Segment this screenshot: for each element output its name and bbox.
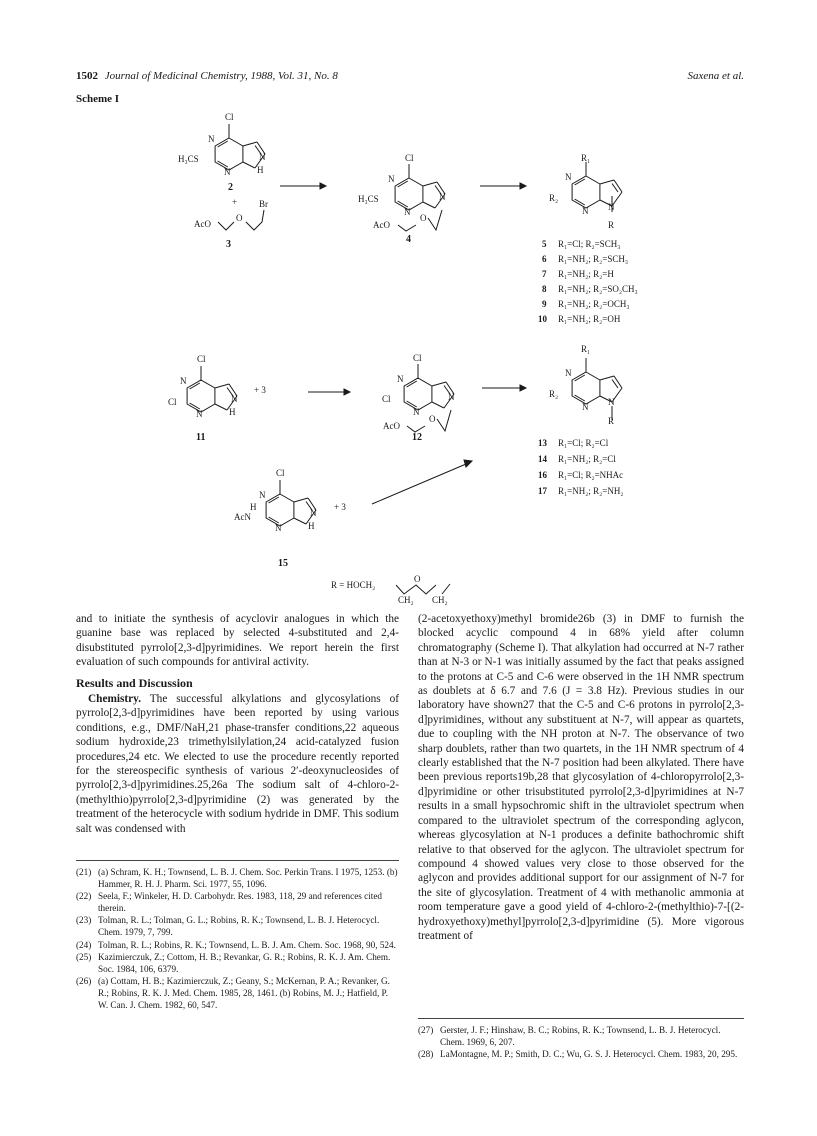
scheme-label: R₂ <box>549 193 559 203</box>
reference-number: (28) <box>418 1049 434 1060</box>
scheme-label: R <box>608 220 615 230</box>
r-def-ch2: CH₂ <box>398 595 414 605</box>
list-num: 14 <box>538 454 547 464</box>
scheme-label: N <box>208 134 215 144</box>
reference-item <box>418 1025 744 1048</box>
scheme-label: N <box>196 409 203 419</box>
reference-number: (24) <box>76 939 92 950</box>
reference-number: (27) <box>418 1025 434 1035</box>
reference-text: Tolman, R. L.; Tolman, G. L.; Robins, R. K.; Townsend, L. B. J. Heterocycl. Chem. 1979, 7, 799. <box>98 915 380 937</box>
list-text: R₁=Cl; R₂=SCH₃ <box>558 239 621 249</box>
reference-item <box>76 976 399 1011</box>
list-text: R₁=NH₂; R₂=H <box>558 269 614 279</box>
substituent-list-a <box>538 239 638 324</box>
compound-11-structure <box>187 366 237 412</box>
scheme-label: R <box>608 416 615 426</box>
reaction-arrow <box>308 389 350 395</box>
scheme-label: Cl <box>225 112 234 122</box>
list-num: 10 <box>538 314 547 324</box>
compound-number: 4 <box>406 234 411 245</box>
substituent-list-b <box>538 438 623 496</box>
list-num: 17 <box>538 486 547 496</box>
compound-number: 2 <box>228 182 233 193</box>
scheme-label: + 3 <box>254 385 266 395</box>
reference-text: Kazimierczuk, Z.; Cottom, H. B.; Revankar, G. R.; Robins, R. K. J. Am. Chem. Soc. 1984, 106, 6379. <box>98 952 391 974</box>
list-text: R₁=NH₂; R₂=SO₂CH₃ <box>558 284 638 294</box>
list-num: 5 <box>542 239 547 249</box>
reference-item <box>76 891 399 914</box>
scheme-label: N <box>180 376 187 386</box>
right-column-body <box>418 612 744 943</box>
compound-2-structure <box>215 124 265 170</box>
scheme-label: N <box>608 202 615 212</box>
scheme-label: N <box>224 167 231 177</box>
scheme-label: N <box>231 394 238 404</box>
scheme-label: O <box>236 213 243 223</box>
scheme-label: Cl <box>382 394 391 404</box>
scheme-label: R₁ <box>581 153 591 163</box>
scheme-label: N <box>582 402 589 412</box>
left-column-body <box>76 612 399 836</box>
scheme-label: N <box>259 152 266 162</box>
scheme-label: AcO <box>373 220 390 230</box>
scheme-label: AcO <box>194 219 211 229</box>
reference-text: Gerster, J. F.; Hinshaw, B. C.; Robins, R. K.; Townsend, L. B. J. Heterocycl. Chem. 1969, 6, 207. <box>440 1025 721 1047</box>
compound-number: 3 <box>226 239 231 250</box>
scheme-label: Cl <box>168 397 177 407</box>
references-right <box>418 1018 744 1062</box>
list-text: R₁=Cl; R₂=NHAc <box>558 470 624 480</box>
list-text: R₁=NH₂; R₂=SCH₃ <box>558 254 628 264</box>
scheme-label: H <box>229 407 236 417</box>
reference-number: (23) <box>76 915 92 926</box>
scheme-label: Cl <box>276 468 285 478</box>
compound-number: 15 <box>278 558 288 569</box>
paragraph-text: The successful alkylations and glycosylations of pyrrolo[2,3-d]pyrimidines have been reported by using various conditions, e.g., DMF/NaH,21 phase-transfer conditions,22 aqueous sodium hydroxide,23 trimethylsilylation,24 acid-catalyzed fusion procedures,24 etc. We elected to use the procedure recently reported for the stereospecific synthesis of various 2′-deoxynucleosides of pyrrolo[2,3-d]pyrimidines.25,26a The sodium salt of 4-chloro-2-(methylthio)pyrrolo[2,3-d]pyrimidine (2) was generated by the treatment of the heterocycle with sodium hydride in DMF. This sodium salt was condensed with <box>76 693 399 835</box>
paragraph <box>76 692 399 836</box>
scheme-label: H <box>250 502 257 512</box>
scheme-label: H₃CS <box>178 154 199 164</box>
scheme-label: N <box>404 207 411 217</box>
list-num: 8 <box>542 284 547 294</box>
list-text: R₁=Cl; R₂=Cl <box>558 438 609 448</box>
list-text: R₁=NH₂; R₂=NH₂ <box>558 486 624 496</box>
reference-item <box>76 867 399 890</box>
list-text: R₁=NH₂; R₂=OH <box>558 314 621 324</box>
compound-12-structure <box>404 364 454 410</box>
r-def-ch2: CH₂ <box>432 595 448 605</box>
r-def-prefix: R = HOCH₂ <box>331 580 376 590</box>
r-definition <box>331 574 450 605</box>
reference-item <box>76 915 399 938</box>
scheme-label: N <box>608 397 615 407</box>
compound-4-structure <box>395 164 445 210</box>
reference-text: LaMontagne, M. P.; Smith, D. C.; Wu, G. S. J. Heterocycl. Chem. 1983, 20, 295. <box>440 1049 738 1060</box>
footnote-rule <box>76 860 399 861</box>
reaction-scheme <box>76 100 744 605</box>
scheme-label: AcO <box>383 421 400 431</box>
reference-item <box>76 952 399 975</box>
scheme-label: O <box>420 213 427 223</box>
reference-number: (25) <box>76 952 92 963</box>
paragraph-lead: Chemistry. <box>88 693 142 706</box>
journal-citation: Journal of Medicinal Chemistry, 1988, Vol. 31, No. 8 <box>104 70 338 82</box>
scheme-label: Cl <box>197 354 206 364</box>
footnote-rule <box>418 1018 744 1019</box>
scheme-label: H₃CS <box>358 194 379 204</box>
product-13-17-structure <box>572 358 622 420</box>
product-5-10-structure <box>572 162 622 212</box>
scheme-label: N <box>448 392 455 402</box>
running-header <box>76 70 744 86</box>
scheme-label: N <box>310 508 317 518</box>
scheme-label: AcN <box>234 512 251 522</box>
references-left <box>76 860 399 1012</box>
list-text: R₁=NH₂; R₂=OCH₃ <box>558 299 630 309</box>
scheme-label: N <box>565 368 572 378</box>
reference-text: (a) Schram, K. H.; Townsend, L. B. J. Chem. Soc. Perkin Trans. I 1975, 1253. (b) Hammer, R. H. J. Pharm. Sci. 1977, 55, 1096. <box>98 867 398 889</box>
reference-number: (21) <box>76 867 92 877</box>
list-num: 6 <box>542 254 547 264</box>
reference-number: (26) <box>76 976 92 987</box>
scheme-label: R₂ <box>549 389 559 399</box>
scheme-label: N <box>259 490 266 500</box>
scheme-label: + 3 <box>334 502 346 512</box>
reference-text: Tolman, R. L.; Robins, R. K.; Townsend, L. B. J. Am. Chem. Soc. 1968, 90, 524. <box>98 939 396 950</box>
scheme-label: O <box>429 414 436 424</box>
r-def-o: O <box>414 574 421 584</box>
scheme-label: Br <box>259 199 268 209</box>
scheme-label: N <box>565 172 572 182</box>
scheme-label: R₁ <box>581 344 591 354</box>
running-authors: Saxena et al. <box>687 70 744 82</box>
scheme-label: Cl <box>405 153 414 163</box>
reference-number: (22) <box>76 891 92 902</box>
scheme-label: Cl <box>413 353 422 363</box>
scheme-label: N <box>413 407 420 417</box>
list-num: 9 <box>542 299 547 309</box>
page-number: 1502 <box>76 70 98 82</box>
paragraph: and to initiate the synthesis of acyclovir analogues in which the guanine base was replaced by selected 4-substituted and 2,4-disubstituted pyrrolo[2,3-d]pyrimidines. We report herein the first evaluation of such compounds for antiviral activity. <box>76 613 399 669</box>
scheme-title: Scheme I <box>76 93 120 105</box>
compound-15-structure <box>266 480 316 526</box>
reaction-arrow <box>482 385 526 391</box>
scheme-label: N <box>439 192 446 202</box>
reference-item <box>76 940 399 952</box>
scheme-label: N <box>582 206 589 216</box>
scheme-label: H <box>257 165 264 175</box>
compound-number: 11 <box>196 432 206 443</box>
reaction-arrow <box>372 460 472 504</box>
list-num: 16 <box>538 470 547 480</box>
reference-text: Seela, F.; Winkeler, H. D. Carbohydr. Res. 1983, 118, 29 and references cited therein. <box>98 891 383 913</box>
section-heading: Results and Discussion <box>76 675 193 690</box>
reference-item <box>418 1049 744 1061</box>
reaction-arrow <box>280 183 326 189</box>
scheme-label: H <box>308 521 315 531</box>
compound-number: 12 <box>412 432 422 443</box>
plus-sign: + <box>232 197 238 207</box>
list-num: 7 <box>542 269 547 279</box>
scheme-label: N <box>275 523 282 533</box>
scheme-label: N <box>388 174 395 184</box>
list-num: 13 <box>538 438 547 448</box>
paragraph: (2-acetoxyethoxy)methyl bromide26b (3) in DMF to furnish the blocked acyclic compound 4 in 68% yield after column chromatography (Scheme I). That alkylation had occurred at N-7 rather than at N-3 or N-1 was initially assumed by the fact that peaks assigned to the protons at C-5 and C-6 were observed in the 1H NMR spectrum as doublets at δ 6.7 and 7.6 (J = 3.8 Hz). Previous studies in our laboratory have shown27 that the C-5 and C-6 protons in pyrrolo[2,3-d]pyrimidines, without any substituent at N-7, will appear as quartets, due to coupling with the NH proton at N-7. The observance of two sharp doublets, rather than two quartets, in the 1H NMR spectrum of 4 clearly established that the N-7 position had been alkylated. There have been previous reports19b,28 that glycosylation of 4-chloropyrrolo[2,3-d]pyrimidine or other trisubstituted pyrrolo[2,3-d]pyrimidines at N-7 results in a small hypsochromic shift in the ultraviolet spectrum when compared to the ultraviolet spectrum of the corresponding aglycon, whereas glycosylation at N-1 produces a definite bathochromic shift relative to that observed for the aglycon. The ultraviolet spectrum for compound 4 showed values very close to those observed for the aglycon and provides additional support for our assignment of N-7 for the site of glycosylation. Treatment of 4 with methanolic ammonia at room temperature gave a good yield of 4-chloro-2-(methylthio)-7-[(2-hydroxyethoxy)methyl]pyrrolo[2,3-d]pyrimidine (5). More vigorous treatment of <box>418 613 744 942</box>
reference-text: (a) Cottam, H. B.; Kazimierczuk, Z.; Geany, S.; McKernan, P. A.; Revanker, G. R.; Robins, R. K. J. Med. Chem. 1985, 28, 1461. (b) Robins, M. J.; Hatfield, P. W. Can. J. Chem. 1982, 60, 547. <box>98 976 390 1010</box>
list-text: R₁=NH₂; R₂=Cl <box>558 454 616 464</box>
reaction-arrow <box>480 183 526 189</box>
scheme-label: N <box>397 374 404 384</box>
